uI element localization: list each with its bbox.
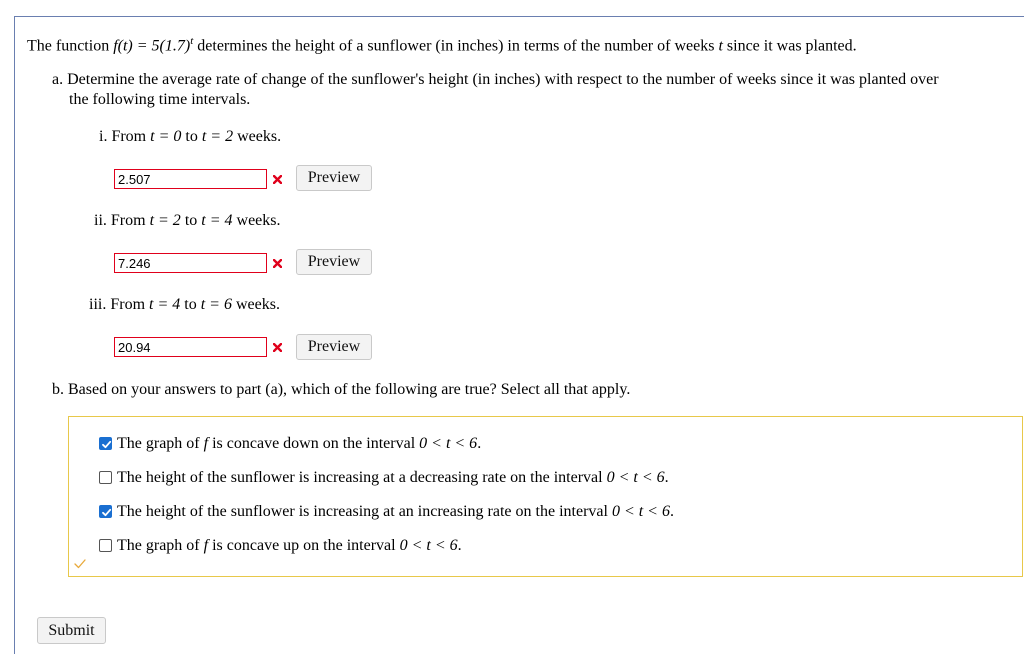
incorrect-x-icon (273, 175, 282, 184)
interval-label-1 (99, 127, 281, 147)
frame-top-border (14, 16, 1024, 17)
part-b-prompt: b. Based on your answers to part (a), which of the following are true? Select all that apply. (52, 381, 631, 398)
checkbox-1[interactable] (99, 437, 112, 450)
interval-2-start: t = 2 (149, 212, 181, 229)
function-expression: f(t) = 5(1.7) (113, 37, 191, 55)
interval-2-pre: ii. From (94, 212, 150, 229)
question-intro (27, 31, 857, 56)
part-a-line1: a. Determine the average rate of change of the sunflower's height (in inches) with respect to the number of weeks since it was planted over (52, 71, 939, 88)
choice-1-mid: is concave down on the interval (208, 435, 420, 452)
incorrect-x-icon (273, 259, 282, 268)
interval-1-mid: to (181, 128, 202, 145)
checkbox-4[interactable] (99, 539, 112, 552)
choice-4-interval: 0 < t < 6 (399, 537, 458, 554)
choices-box (68, 416, 1023, 577)
checkmark-icon (100, 438, 113, 451)
choice-1-pre: The graph of (117, 435, 204, 452)
preview-button-1[interactable]: Preview (296, 165, 372, 191)
intro-post: since it was planted. (722, 37, 857, 55)
interval-1-post: weeks. (233, 128, 282, 145)
interval-2-end: t = 4 (201, 212, 233, 229)
intro-mid: determines the height of a sunflower (in inches) in terms of the number of weeks (193, 37, 719, 55)
interval-3-mid: to (180, 296, 201, 313)
preview-button-2[interactable]: Preview (296, 249, 372, 275)
submit-button[interactable]: Submit (37, 617, 106, 644)
partial-correct-checkmark-icon (74, 559, 86, 569)
interval-2-post: weeks. (232, 212, 281, 229)
answer-input-1[interactable] (114, 169, 267, 189)
preview-button-3[interactable]: Preview (296, 334, 372, 360)
function-exponent: t (190, 35, 194, 47)
part-a-line2: the following time intervals. (69, 91, 251, 108)
choice-3-post: . (669, 503, 674, 520)
choice-1-interval: 0 < t < 6 (419, 435, 478, 452)
choice-3-pre: The height of the sunflower is increasing at an increasing rate on the interval (117, 503, 612, 520)
choice-label-2 (117, 468, 669, 488)
answer-input-3[interactable] (114, 337, 267, 357)
interval-3-end: t = 6 (200, 296, 232, 313)
interval-3-post: weeks. (231, 296, 280, 313)
frame-left-border (14, 16, 15, 654)
choice-2-post: . (664, 469, 669, 486)
intro-pre: The function (27, 37, 114, 55)
choice-4-pre: The graph of (117, 537, 204, 554)
intro-variable: t (718, 37, 723, 55)
interval-3-start: t = 4 (149, 296, 181, 313)
choice-1-post: . (477, 435, 482, 452)
choice-label-4 (117, 536, 462, 556)
checkbox-2[interactable] (99, 471, 112, 484)
checkmark-icon (100, 506, 113, 519)
choice-4-post: . (457, 537, 462, 554)
interval-1-pre: i. From (99, 128, 151, 145)
choice-label-1 (117, 434, 481, 454)
answer-input-2[interactable] (114, 253, 267, 273)
choice-label-3 (117, 502, 674, 522)
choice-3-interval: 0 < t < 6 (611, 503, 670, 520)
interval-3-pre: iii. From (89, 296, 150, 313)
checkbox-3[interactable] (99, 505, 112, 518)
choice-2-pre: The height of the sunflower is increasing at a decreasing rate on the interval (117, 469, 607, 486)
interval-1-start: t = 0 (150, 128, 182, 145)
interval-label-3 (89, 295, 280, 315)
choice-4-mid: is concave up on the interval (208, 537, 400, 554)
interval-1-end: t = 2 (201, 128, 234, 145)
interval-2-mid: to (180, 212, 202, 229)
choice-4-f: f (203, 537, 209, 554)
choice-1-f: f (203, 435, 209, 452)
interval-label-2 (94, 211, 281, 231)
choice-2-interval: 0 < t < 6 (606, 469, 665, 486)
incorrect-x-icon (273, 343, 282, 352)
